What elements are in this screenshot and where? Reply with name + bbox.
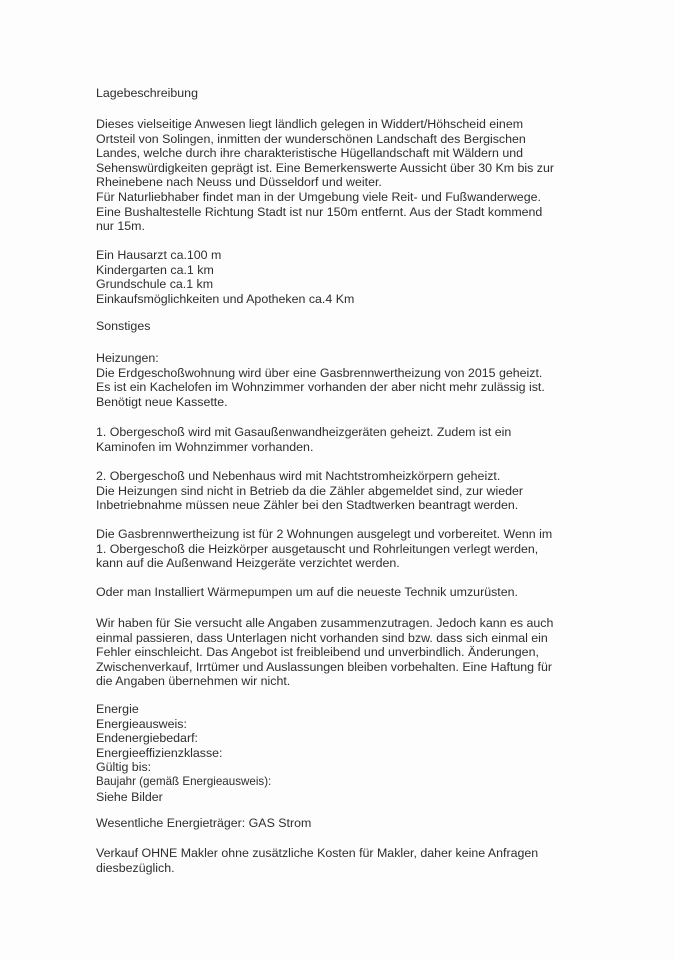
text-line: Für Naturliebhaber findet man in der Umgebung viele Reit- und Fußwanderwege. [96,189,541,204]
text-line: Energieausweis: [96,716,187,731]
text-line: Inbetriebnahme müssen neue Zähler bei den Stadtwerken beantragt werden. [96,498,519,513]
text-line: Verkauf OHNE Makler ohne zusätzliche Kosten für Makler, daher keine Anfragen [96,846,539,860]
text-line: Eine Bushaltestelle Richtung Stadt ist nur 150m entfernt. Aus der Stadt kommend [96,204,543,219]
text-line: Sehenswürdigkeiten geprägt ist. Eine Bemerkenswerte Aussicht über 30 Km bis zur [96,160,554,175]
text-line: 1. Obergeschoß die Heizkörper ausgetauscht und Rohrleitungen verlegt werden, [96,541,539,556]
text-line: Es ist ein Kachelofen im Wohnzimmer vorhanden der aber nicht mehr zulässig ist. [96,380,545,395]
text-line: diesbezüglich. [96,860,175,875]
text-line: Die Heizungen sind nicht in Betrieb da die Zähler abgemeldet sind, zur wieder [96,483,524,498]
energy-carriers: Wesentliche Energieträger: GAS Strom [96,816,312,830]
text-line: Rheinebene nach Neuss und Düsseldorf und weiter. [96,175,382,190]
gas-heating-paragraph [96,527,552,571]
text-line: 1. Obergeschoß wird mit Gasaußenwandheizgeräten geheizt. Zudem ist ein [96,425,512,439]
text-line: Ortsteil von Solingen, inmitten der wunderschönen Landschaft des Bergischen [96,131,526,146]
heatpump-paragraph: Oder man Installiert Wärmepumpen um auf die neueste Technik umzurüsten. [96,585,518,599]
text-line: Gültig bis: [96,760,152,775]
text-line: Siehe Bilder [96,789,163,804]
list-item: Einkaufsmöglichkeiten und Apotheken ca.4 Km [96,291,355,306]
text-line: Die Erdgeschoßwohnung wird über eine Gasbrennwertheizung von 2015 geheizt. [96,365,543,380]
text-line: einmal passieren, dass Unterlagen nicht vorhanden sind bzw. dass sich einmal ein [96,630,548,645]
location-description [96,117,554,234]
list-item: Grundschule ca.1 km [96,277,214,292]
text-line: die Angaben übernehmen wir nicht. [96,674,291,689]
text-line: Wir haben für Sie versucht alle Angaben zusammenzutragen. Jedoch kann es auch [96,616,554,630]
text-line: nur 15m. [96,219,145,234]
text-line: Baujahr (gemäß Energieausweis): [96,774,272,788]
disclaimer-paragraph [96,616,553,689]
text-line: 2. Obergeschoß und Nebenhaus wird mit Nachtstromheizkörpern geheizt. [96,469,501,483]
second-floor-paragraph [96,469,523,513]
text-line: Endenergiebedarf: [96,731,198,746]
text-line: Die Gasbrennwertheizung ist für 2 Wohnungen ausgelegt und vorbereitet. Wenn im [96,527,553,541]
page-heading: Lagebeschreibung [96,86,198,100]
text-line: Landes, welche durch ihre charakteristische Hügellandschaft mit Wäldern und [96,146,524,161]
section-heading-sonstiges: Sonstiges [96,319,151,333]
distances-list [96,248,354,306]
text-line: Heizungen: [96,351,159,365]
energy-section [96,702,271,804]
text-line: kann auf die Außenwand Heizgeräte verzichtet werden. [96,556,400,571]
text-line: Dieses vielseitige Anwesen liegt ländlich gelegen in Widdert/Höhscheid einem [96,117,524,131]
text-line: Energieeffizienzklasse: [96,745,223,760]
text-line: Kaminofen im Wohnzimmer vorhanden. [96,439,314,454]
list-item: Kindergarten ca.1 km [96,262,214,277]
text-line: Benötigt neue Kassette. [96,394,228,409]
first-floor-paragraph [96,425,511,454]
text-line: Energie [96,702,139,716]
sale-note [96,846,538,875]
text-line: Fehler einschleicht. Das Angebot ist freibleibend und unverbindlich. Änderungen, [96,645,539,660]
list-item: Ein Hausarzt ca.100 m [96,248,222,262]
heating-paragraph [96,351,545,409]
text-line: Zwischenverkauf, Irrtümer und Auslassungen bleiben vorbehalten. Eine Haftung für [96,659,552,674]
